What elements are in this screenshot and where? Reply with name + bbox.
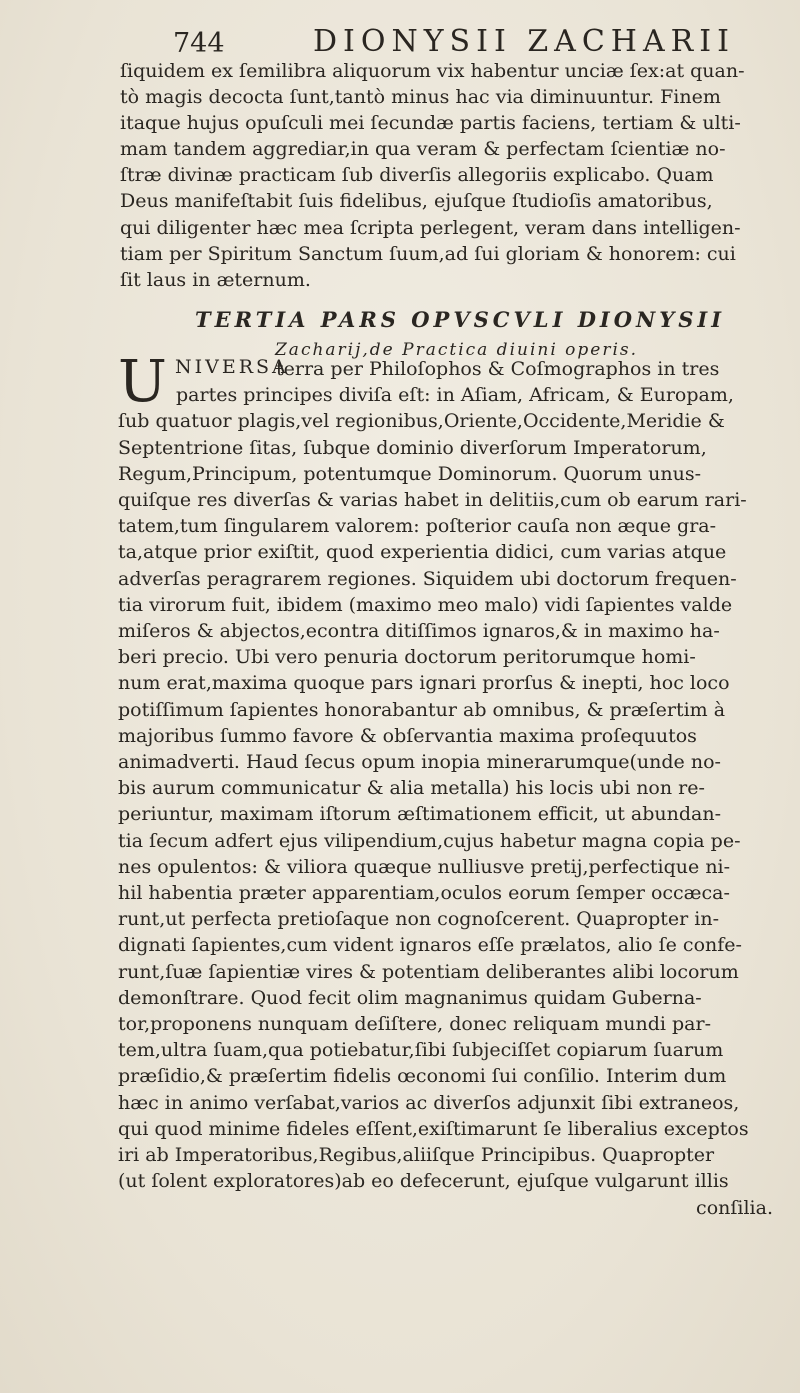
running-head: DIONYSII ZACHARII [313, 24, 735, 59]
drop-capital: U [118, 347, 167, 415]
text-line: Regum,Principum, potentumque Dominorum. Quorum unus- [118, 462, 702, 485]
text-line: num erat,maxima quoque pars ignari prorſus & inepti, hoc loco [118, 672, 730, 695]
text-line: beri precio. Ubi vero penuria doctorum peritorumque homi- [118, 646, 696, 669]
text-line: miſeros & abjectos,econtra ditiſſimos ignaros,& in maximo ha- [118, 620, 720, 643]
text-line: tor,proponens nunquam deſiſtere, donec reliquam mundi par- [118, 1013, 712, 1036]
section-title-line-2: Zacharij,de Practica diuini operis. [275, 340, 639, 360]
text-line: hæc in animo verſabat,varios ac diverſos adjunxit ſibi extraneos, [118, 1091, 740, 1114]
text-line: itaque hujus opuſculi mei ſecundæ partis faciens, tertiam & ulti- [120, 112, 741, 135]
text-line: bis aurum communicatur & alia metalla) his locis ubi non re- [118, 777, 705, 800]
text-line: hil habentia præter apparentiam,oculos eorum ſemper occæca- [118, 882, 730, 905]
text-line: Deus manifeſtabit ſuis fidelibus, ejuſque ſtudioſis amatoribus, [120, 190, 713, 213]
text-line: adverſas peragrarem regiones. Siquidem ubi doctorum frequen- [118, 567, 737, 590]
text-line: Septentrione ſitas, ſubque dominio diverſorum Imperatorum, [118, 436, 707, 459]
text-line: tem,ultra ſuam,qua potiebatur,ſibi ſubjeciſſet copiarum ſuarum [118, 1039, 724, 1062]
text-line: tiam per Spiritum Sanctum ſuum,ad ſui gloriam & honorem: cui [120, 242, 736, 265]
intro-paragraph [120, 58, 785, 293]
text-line: ſtræ divinæ practicam ſub diverſis allegoriis explicabo. Quam [120, 164, 714, 187]
text-line: tia virorum fuit, ibidem (maximo meo malo) vidi ſapientes valde [118, 593, 733, 616]
section-title [195, 307, 775, 360]
text-line: periuntur, maximam iſtorum æſtimationem efficit, ut abundan- [118, 803, 721, 826]
text-line: (ut ſolent exploratores)ab eo defecerunt, ejuſque vulgarunt illis [118, 1170, 729, 1193]
text-line: ſit laus in æternum. [120, 268, 311, 291]
text-line: qui quod minime fideles eſſent,exiſtimarunt ſe liberalius exceptos [118, 1117, 749, 1140]
text-line: iri ab Imperatoribus,Regibus,aliiſque Principibus. Quapropter [118, 1144, 715, 1167]
text-line: ta,atque prior exiſtit, quod experientia didici, cum varias atque [118, 541, 727, 564]
text-line: runt,ut perfecta pretioſaque non cognoſcerent. Quapropter in- [118, 908, 720, 931]
text-line: præſidio,& præſertim fidelis œconomi ſui conſilio. Interim dum [118, 1065, 727, 1088]
opening-word: NIVERSA [175, 356, 289, 378]
text-line: terra per Philoſophos & Coſmographos in tres [276, 358, 720, 380]
text-line: runt,ſuæ ſapientiæ vires & potentiam deliberantes alibi locorum [118, 960, 739, 983]
text-line: animadverti. Haud ſecus opum inopia minerarumque(unde no- [118, 751, 721, 774]
text-line: mam tandem aggrediar,in qua veram & perfectam ſcientiæ no- [120, 138, 726, 161]
text-line: qui diligenter hæc mea ſcripta perlegent, veram dans intelligen- [120, 216, 741, 239]
text-line: tò magis decocta ſunt,tantò minus hac via diminuuntur. Finem [120, 86, 721, 109]
text-line: majoribus ſummo favore & obſervantia maxima proſequutos [118, 724, 697, 747]
text-line: potiſſimum ſapientes honorabantur ab omnibus, & præſertim à [118, 698, 726, 721]
text-line: quiſque res diverſas & varias habet in delitiis,cum ob earum rari- [118, 489, 747, 512]
text-line: tatem,tum ſingularem valorem: poſterior cauſa non æque gra- [118, 515, 717, 538]
text-line: tia ſecum adfert ejus vilipendium,cujus habetur magna copia pe- [118, 829, 741, 852]
text-line: conſilia. [696, 1196, 773, 1219]
section-title-line-1: TERTIA PARS OPVSCVLI DIONYSII [195, 307, 726, 332]
text-line: demonſtrare. Quod fecit olim magnanimus quidam Guberna- [118, 986, 702, 1009]
text-line: dignati ſapientes,cum vident ignaros eſſe prælatos, alio ſe confe- [118, 934, 742, 957]
page-number: 744 [173, 28, 225, 59]
text-line: ſiquidem ex ſemilibra aliquorum vix habentur unciæ ſex:at quan- [120, 60, 745, 82]
text-line: partes principes diviſa eſt: in Aſiam, Africam, & Europam, [176, 384, 734, 407]
text-line: ſub quatuor plagis,vel regionibus,Oriente,Occidente,Meridie & [118, 410, 725, 433]
text-line: nes opulentos: & viliora quæque nulliusve pretij,perfectique ni- [118, 855, 731, 878]
